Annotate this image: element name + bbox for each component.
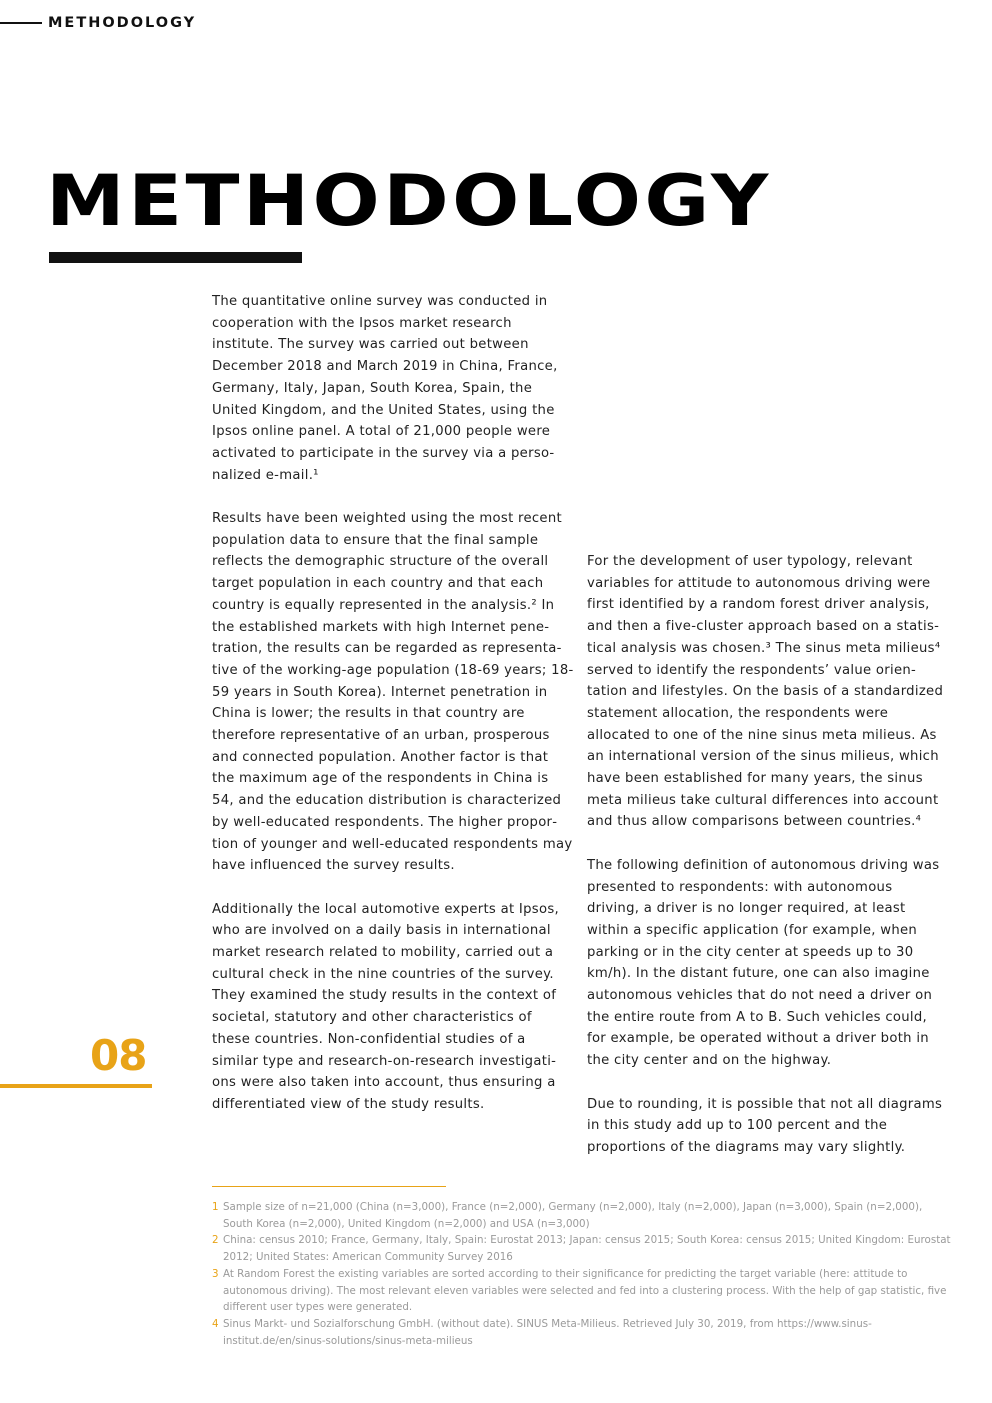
header-rule xyxy=(0,22,42,24)
right-column xyxy=(587,551,949,1180)
footnote xyxy=(212,1316,952,1349)
footnotes xyxy=(212,1199,952,1349)
footnote xyxy=(212,1199,952,1232)
section-label: METHODOLOGY xyxy=(48,15,197,31)
footnote-number: 2 xyxy=(212,1234,219,1247)
body-paragraph: Due to rounding, it is possible that not all diagrams in this study add up to 100 percent and the proportions of the diagrams may vary slightly. xyxy=(587,1096,943,1155)
footnote-number: 4 xyxy=(212,1317,219,1330)
page-number-rule xyxy=(0,1084,152,1088)
body-paragraph: The following definition of autonomous driving was presented to respondents: with autonomous driving, a driver is no longer required, at least within a specific application (for example, when parking or in the city center at speeds up to 30 km/h). In the distant future, one can also imagine autonomous vehicles that do not need a driver on the entire route from A to B. Such vehicles could, for example, be operated without a driver both in the city center and on the highway. xyxy=(587,857,940,1069)
footnote-divider xyxy=(212,1186,446,1187)
footnote-number: 3 xyxy=(212,1267,219,1280)
footnote xyxy=(212,1266,952,1316)
body-paragraph: Results have been weighted using the most recent population data to ensure that the final sample reflects the demographic structure of the overall target population in each country and that each country is equally represented in the analysis.² In the established markets with high Internet penetration, the results can be regarded as representative of the working-age population (18-69 years; 18-59 years in South Korea). Internet penetration in China is lower; the results in that country are therefore representative of an urban, prosperous and connected population. Another factor is that the maximum age of the respondents in China is 54, and the education distribution is characterized by well-educated respondents. The higher proportion of younger and well-educated respondents may have influenced the survey results. xyxy=(212,511,574,874)
footnote xyxy=(212,1232,952,1265)
footnote-text: At Random Forest the existing variables are sorted according to their significance for predicting the target variable (here: attitude to autonomous driving). The most relevant eleven variables were selected and fed into a clustering process. With the help of gap statistic, five different user types were generated. xyxy=(223,1267,947,1314)
left-column xyxy=(212,291,574,1137)
title-underline xyxy=(49,252,302,263)
footnote-number: 1 xyxy=(212,1201,219,1213)
body-paragraph: For the development of user typology, relevant variables for attitude to autonomous driving were first identified by a random forest driver analysis, and then a five-cluster approach based on a statistical analysis was chosen.³ The sinus meta milieus⁴ served to identify the respondents’ value orientation and lifestyles. On the basis of a standardized statement allocation, the respondents were allocated to one of the nine sinus meta milieus. As an international version of the sinus milieus, which have been established for many years, the sinus meta milieus take cultural differences into account and thus allow comparisons between countries.⁴ xyxy=(587,554,944,830)
footnote-text: Sinus Markt- und Sozialforschung GmbH. (without date). SINUS Meta-Milieus. Retrieved July 30, 2019, from https://www.sinus-institut.de/en/sinus-solutions/sinus-meta-milieus xyxy=(223,1317,872,1347)
page-number: 08 xyxy=(90,1031,147,1080)
footnote-text: Sample size of n=21,000 (China (n=3,000), France (n=2,000), Germany (n=2,000), Italy (n=2,000), Japan (n=3,000), Spain (n=2,000), South Korea (n=2,000), United Kingdom (n=2,000) and USA (n=3,000) xyxy=(223,1201,923,1230)
page-title: METHODOLOGY xyxy=(46,160,772,242)
body-paragraph: The quantitative online survey was conducted in cooperation with the Ipsos market research institute. The survey was carried out between December 2018 and March 2019 in China, France, Germany, Italy, Japan, South Korea, Spain, the United Kingdom, and the United States, using the Ipsos online panel. A total of 21,000 people were activated to participate in the survey via a personalized e-mail.¹ xyxy=(212,294,558,483)
footnote-text: China: census 2010; France, Germany, Italy, Spain: Eurostat 2013; Japan: census 2015; South Korea: census 2015; United Kingdom: Eurostat 2012; United States: American Community Survey 2016 xyxy=(223,1234,951,1264)
body-paragraph: Additionally the local automotive experts at Ipsos, who are involved on a daily basis in international market research related to mobility, carried out a cultural check in the nine countries of the survey. They examined the study results in the context of societal, statutory and other characteristics of these countries. Non-confidential studies of a similar type and research-on-research investigations were also taken into account, thus ensuring a differentiated view of the study results. xyxy=(212,901,559,1112)
